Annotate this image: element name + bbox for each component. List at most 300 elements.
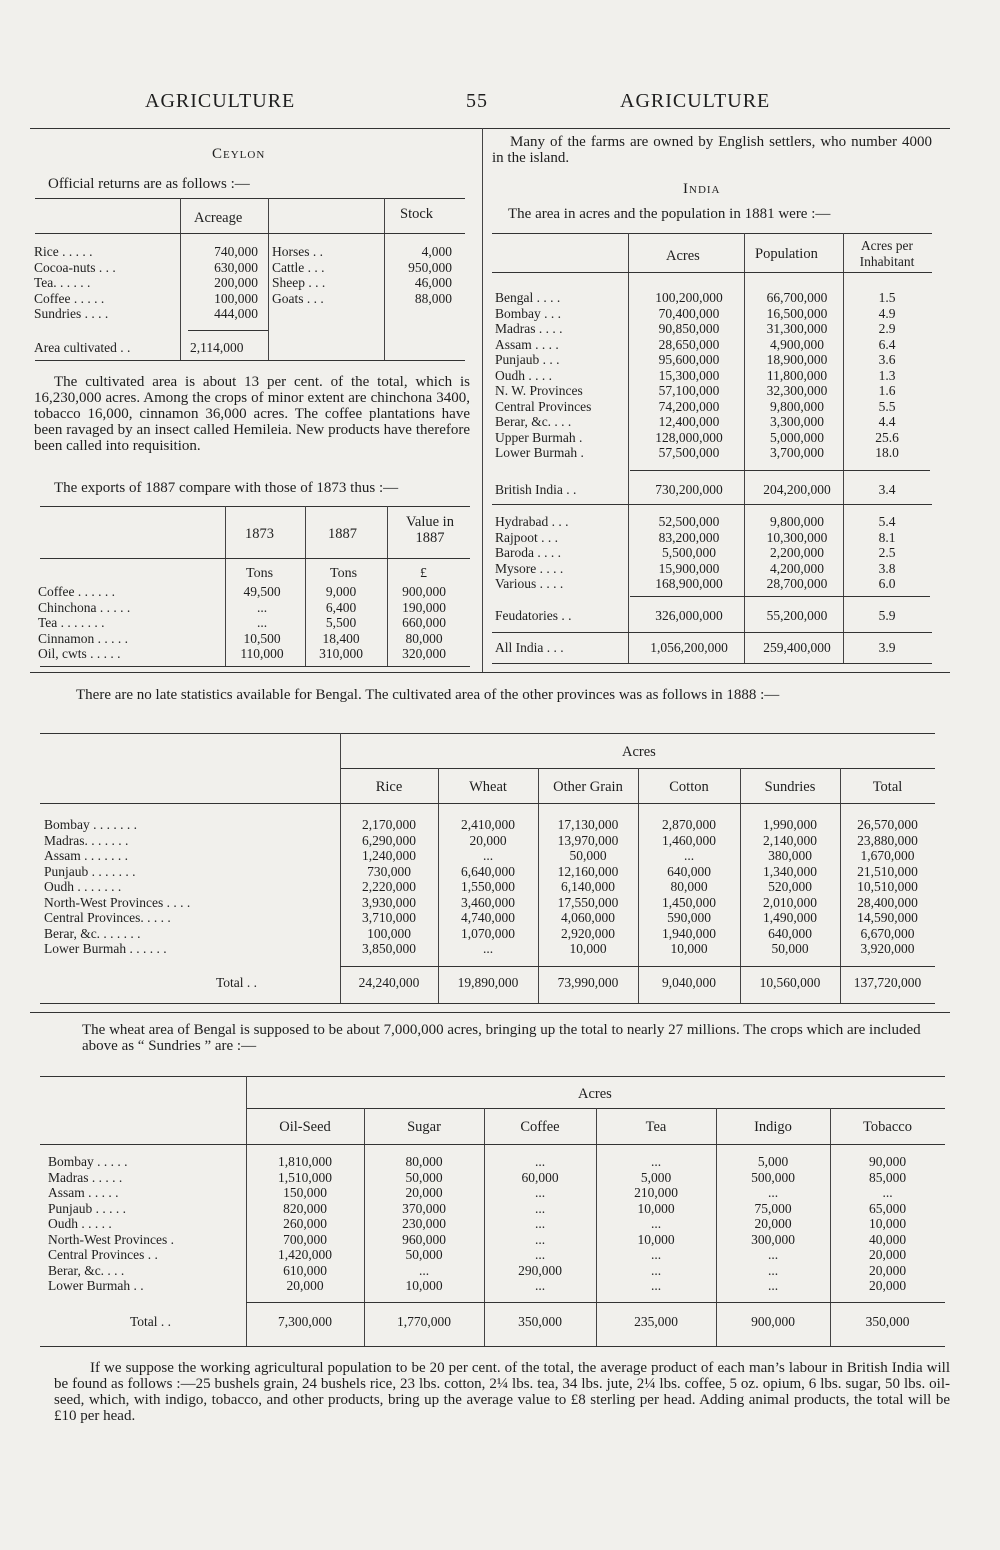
cultivated-value: 50,000 [569, 848, 607, 863]
cultivated-value: 28,400,000 [857, 894, 918, 910]
cultivated-header-rule [40, 803, 935, 804]
province-population: 204,200,000 [763, 482, 831, 497]
crop-acreage: 200,000 [214, 275, 258, 290]
export-value: 900,000 [402, 584, 446, 599]
cultivated-table [44, 817, 935, 957]
sundries-row [48, 1278, 945, 1294]
sundries-table [48, 1154, 945, 1294]
export-1873: 49,500 [243, 584, 281, 599]
section-rule-2 [30, 1012, 950, 1013]
province-population: 10,300,000 [766, 529, 828, 545]
sundries-value: ... [650, 1216, 662, 1231]
province-acres-per-inhabitant: 6.0 [878, 576, 896, 591]
province-acres: 90,850,000 [658, 321, 720, 336]
cultivated-total-value: 9,040,000 [662, 975, 716, 990]
india-header-rule [492, 272, 932, 273]
india-heading: India [683, 181, 721, 197]
exports-row [38, 646, 466, 662]
province-acres: 70,400,000 [658, 305, 720, 321]
sundries-value: ... [767, 1262, 779, 1278]
ceylon-col-stock: Stock [400, 206, 434, 222]
cultivated-value: 12,160,000 [557, 863, 619, 879]
province-population: 31,300,000 [766, 321, 828, 336]
province-name: Oudh . . . . [495, 367, 552, 383]
cultivated-total-value: 10,560,000 [759, 975, 821, 990]
sundries-value: 700,000 [283, 1231, 327, 1247]
cultivated-value: 1,490,000 [763, 910, 817, 925]
cultivated-value: 10,000 [670, 941, 708, 956]
india-row [495, 414, 927, 430]
india-row [495, 608, 927, 624]
ceylon-stock-table [272, 244, 452, 306]
province-name: Lower Burmah . [495, 445, 584, 460]
sundries-value: 1,420,000 [278, 1247, 332, 1262]
stock-name: Sheep . . . [272, 275, 326, 290]
cultivated-sum-rule [340, 966, 935, 967]
province-population: 28,700,000 [766, 576, 828, 591]
cultivated-value: 4,060,000 [561, 910, 615, 925]
ceylon-crops-table [34, 244, 264, 322]
sundries-value: 20,000 [868, 1278, 907, 1293]
sundries-value: 80,000 [405, 1154, 443, 1169]
cultivated-total-value: 137,720,000 [853, 975, 922, 990]
cultivated-row [44, 895, 935, 911]
sundries-value: 20,000 [286, 1278, 324, 1293]
sundries-value: 10,000 [405, 1278, 443, 1293]
sundries-value: ... [534, 1200, 546, 1216]
crop-name: Coffee . . . . . [34, 290, 105, 306]
stock-count: 950,000 [408, 259, 452, 275]
cultivated-province: Madras. . . . . . . [44, 832, 129, 848]
sundries-value: 5,000 [640, 1169, 672, 1185]
sundries-value: ... [534, 1231, 546, 1247]
sundries-value: 90,000 [868, 1154, 907, 1169]
province-population: 9,800,000 [770, 514, 824, 529]
ceylon-crop-row [34, 306, 264, 322]
cultivated-value: 1,940,000 [662, 925, 716, 941]
export-name: Tea . . . . . . . [38, 615, 105, 630]
cultivated-value: 2,220,000 [362, 879, 416, 894]
cultivated-row [44, 910, 935, 926]
british-india-row [495, 482, 927, 498]
cultivated-value: 21,510,000 [857, 863, 918, 879]
crop-acreage: 630,000 [214, 259, 258, 275]
sundries-value: ... [650, 1247, 662, 1262]
province-acres: 95,600,000 [658, 352, 720, 367]
cultivated-col-header: Sundries [764, 779, 816, 795]
cultivated-value: 6,290,000 [362, 832, 416, 848]
sundries-total [48, 1314, 945, 1330]
province-name: Hydrabad . . . [495, 514, 569, 529]
export-1887: 6,400 [325, 599, 357, 615]
cultivated-acres-label: Acres [622, 744, 656, 760]
province-acres: 326,000,000 [655, 608, 723, 623]
province-acres-per-inhabitant: 6.4 [878, 336, 896, 352]
crop-name: Rice . . . . . [34, 244, 93, 259]
sundries-row [48, 1154, 945, 1170]
sundries-row [48, 1216, 945, 1232]
cultivated-value: 6,640,000 [461, 863, 515, 879]
sundries-province: Punjaub . . . . . [48, 1200, 127, 1216]
province-population: 4,900,000 [770, 336, 824, 352]
cultivated-total-row [44, 975, 935, 991]
cultivated-province: Punjaub . . . . . . . [44, 863, 136, 879]
closing-paragraph: If we suppose the working agricultural population to be 20 per cent. of the total, the average product of each man’s labour in British India will be found as follows :—25 bushels grain, 24 bushels rice, 23 lbs. cotton, 2¼ lbs. tea, 34 lbs. jute, 2¼ lbs. coffee, 5 oz. opium, 6 lbs. sugar, 50 lbs. oil-seed, which, with indigo, tobacco, and other products, bring up the average value to £8 sterling per head. Adding animal products, the total will be £10 per head. [54, 1360, 950, 1424]
india-row [495, 290, 927, 306]
sundries-value: 60,000 [521, 1169, 559, 1185]
province-acres-per-inhabitant: 3.8 [878, 560, 896, 576]
header-rule [30, 128, 950, 129]
ceylon-crop-row [34, 260, 264, 276]
india-pre-total-rule [492, 632, 932, 633]
native-states-table [495, 514, 927, 592]
cultivated-value: 1,450,000 [662, 894, 716, 910]
province-acres-per-inhabitant: 3.9 [878, 640, 896, 655]
ceylon-table-bottom-rule [35, 360, 465, 361]
province-acres-per-inhabitant: 5.9 [878, 608, 896, 623]
cultivated-value: 2,870,000 [662, 817, 716, 832]
cultivated-total-label: Total . . [216, 975, 258, 990]
cultivated-value: 2,920,000 [561, 925, 615, 941]
sundries-value: ... [650, 1154, 662, 1169]
province-acres-per-inhabitant: 5.5 [878, 398, 896, 414]
india-mid-rule [492, 504, 932, 505]
sundries-header-row [246, 1120, 945, 1136]
cultivated-value: 2,140,000 [763, 832, 817, 848]
sundries-value: 5,000 [757, 1154, 789, 1169]
cultivated-value: 1,340,000 [763, 863, 817, 879]
province-population: 11,800,000 [766, 367, 828, 383]
province-acres: 83,200,000 [658, 529, 720, 545]
india-row [495, 514, 927, 530]
stock-name: Horses . . [272, 244, 323, 259]
sundries-bottom-rule [40, 1346, 945, 1347]
running-head-left: AGRICULTURE [145, 90, 296, 112]
cultivated-province: Central Provinces. . . . . [44, 910, 171, 925]
sundries-total-value: 7,300,000 [278, 1314, 332, 1329]
exports-bottom-rule [40, 666, 470, 667]
page-number: 55 [466, 90, 488, 112]
cultivated-row [44, 848, 935, 864]
ceylon-crop-row [34, 291, 264, 307]
cultivated-total [44, 975, 935, 991]
export-name: Cinnamon . . . . . [38, 630, 128, 646]
india-row [495, 368, 927, 384]
exports-col-value: Value in 1887 [406, 514, 454, 546]
cultivated-value: 520,000 [768, 879, 812, 894]
province-name: Various . . . . [495, 576, 564, 591]
cultivated-value: 1,460,000 [662, 832, 716, 848]
exports-row [38, 615, 466, 631]
sundries-sum-rule [246, 1302, 945, 1303]
area-cultivated-value: 2,114,000 [190, 340, 244, 355]
sundries-value: 1,810,000 [278, 1154, 332, 1169]
exports-col-1873: 1873 [245, 526, 274, 542]
province-acres-per-inhabitant: 25.6 [875, 429, 899, 445]
cultivated-value: ... [482, 941, 494, 956]
sundries-value: 10,000 [868, 1216, 907, 1231]
cultivated-value: 6,140,000 [561, 879, 615, 894]
cultivated-value: 3,710,000 [362, 910, 416, 925]
india-row [495, 576, 927, 592]
cultivated-col-header: Cotton [669, 779, 709, 795]
india-row [495, 430, 927, 446]
cultivated-value: 6,670,000 [860, 925, 915, 941]
india-subtotal-rule-1 [630, 470, 930, 471]
sundries-value: 10,000 [637, 1200, 675, 1216]
sundries-value: ... [534, 1185, 546, 1200]
sundries-value: 290,000 [518, 1262, 562, 1278]
province-acres: 57,500,000 [658, 445, 720, 460]
export-value: 190,000 [402, 599, 446, 615]
ceylon-crop-row [34, 244, 264, 260]
province-name: Upper Burmah . [495, 429, 583, 445]
ceylon-stock-row [272, 275, 452, 291]
sundries-value: 40,000 [868, 1231, 907, 1247]
india-subtotal-rule-2 [630, 596, 930, 597]
province-acres-per-inhabitant: 1.3 [878, 367, 896, 383]
cultivated-value: 17,550,000 [557, 894, 619, 910]
cultivated-col-header: Wheat [469, 779, 507, 795]
sundries-province: Central Provinces . . [48, 1247, 158, 1262]
province-population: 259,400,000 [763, 640, 831, 655]
ceylon-stock-row [272, 291, 452, 307]
ceylon-crop-row [34, 275, 264, 291]
sundries-value: 230,000 [402, 1216, 446, 1231]
cultivated-value: 80,000 [670, 879, 708, 894]
export-name: Chinchona . . . . . [38, 599, 131, 615]
area-cultivated-label: Area cultivated . . [34, 340, 131, 355]
exports-top-rule [40, 506, 470, 507]
export-value: 320,000 [402, 646, 446, 661]
sundries-value: 50,000 [405, 1247, 443, 1262]
india-bottom-rule [492, 663, 932, 664]
sundries-value: ... [534, 1216, 546, 1231]
crop-name: Cocoa-nuts . . . [34, 259, 116, 275]
exports-unit-1873: Tons [246, 566, 274, 581]
province-population: 4,200,000 [770, 560, 824, 576]
cultivated-value: 590,000 [667, 910, 711, 925]
exports-header-rule [40, 558, 470, 559]
province-population: 3,700,000 [770, 445, 824, 460]
export-1887: 310,000 [319, 646, 363, 661]
ceylon-heading: Ceylon [212, 146, 266, 162]
ceylon-sum-rule [188, 330, 268, 331]
cultivated-value: ... [482, 848, 494, 863]
province-name: Bombay . . . [495, 305, 561, 321]
stock-name: Goats . . . [272, 290, 324, 306]
province-name: Bengal . . . . [495, 290, 561, 305]
province-population: 16,500,000 [766, 305, 828, 321]
sundries-acres-label: Acres [578, 1086, 612, 1102]
cultivated-top-rule [40, 733, 935, 734]
province-acres-per-inhabitant: 3.6 [878, 352, 896, 367]
section-rule [30, 672, 950, 673]
india-col-acres: Acres [666, 248, 700, 264]
sundries-province: Bombay . . . . . [48, 1154, 128, 1169]
sundries-header-rule [40, 1144, 945, 1145]
cultivated-col-header: Rice [375, 779, 403, 795]
sundries-value: 260,000 [283, 1216, 327, 1231]
sundries-value: ... [767, 1278, 779, 1293]
province-acres: 74,200,000 [658, 398, 720, 414]
crop-acreage: 100,000 [214, 290, 258, 306]
province-population: 66,700,000 [766, 290, 828, 305]
ceylon-col-acreage: Acreage [194, 210, 243, 226]
cultivated-value: 3,920,000 [860, 941, 915, 956]
province-acres: 730,200,000 [655, 482, 723, 497]
province-name: All India . . . [495, 640, 564, 655]
ceylon-vrule-2 [268, 198, 269, 360]
sundries-value: ... [650, 1262, 662, 1278]
province-population: 9,800,000 [770, 398, 824, 414]
cultivated-value: 17,130,000 [557, 817, 619, 832]
sundries-value: ... [650, 1278, 662, 1293]
cultivated-total-value: 19,890,000 [457, 975, 519, 990]
exports-table [38, 584, 466, 662]
province-name: Assam . . . . [495, 336, 559, 352]
sundries-header [246, 1120, 945, 1136]
exports-unit-1887: Tons [330, 566, 358, 581]
sundries-top-rule [40, 1076, 945, 1077]
cultivated-bottom-rule [40, 1003, 935, 1004]
cultivated-value: 1,670,000 [860, 848, 915, 863]
cultivated-value: 20,000 [469, 832, 507, 848]
sundries-col-header: Tobacco [863, 1119, 912, 1135]
sundries-total-value: 350,000 [865, 1314, 910, 1329]
export-1887: 9,000 [325, 584, 357, 599]
export-1873: ... [256, 615, 268, 630]
province-acres: 57,100,000 [658, 383, 720, 398]
cultivated-value: 3,460,000 [461, 894, 515, 910]
sundries-total-value: 235,000 [634, 1314, 678, 1329]
province-acres-per-inhabitant: 5.4 [878, 514, 896, 529]
settlers-paragraph: Many of the farms are owned by English settlers, who number 4000 in the island. [492, 134, 932, 166]
india-row [495, 530, 927, 546]
india-col-per-inhabitant: Acres per Inhabitant [859, 238, 915, 269]
sundries-value: 1,510,000 [278, 1169, 332, 1185]
cultivated-value: 100,000 [367, 925, 411, 941]
cultivated-value: 4,740,000 [461, 910, 515, 925]
cultivated-value: 640,000 [667, 863, 711, 879]
sundries-row [48, 1201, 945, 1217]
province-acres-per-inhabitant: 1.5 [878, 290, 896, 305]
india-row [495, 482, 927, 498]
cultivated-header [340, 780, 935, 796]
province-acres-per-inhabitant: 1.6 [878, 383, 896, 398]
province-name: Baroda . . . . [495, 545, 561, 560]
cultivated-col-header: Total [872, 779, 903, 795]
column-divider [482, 128, 483, 672]
sundries-total-value: 900,000 [751, 1314, 795, 1329]
cultivated-row [44, 864, 935, 880]
cultivated-value: 13,970,000 [557, 832, 619, 848]
province-name: Central Provinces [495, 398, 592, 414]
sundries-province: North-West Provinces . [48, 1231, 175, 1247]
wheat-note: The wheat area of Bengal is supposed to be about 7,000,000 acres, bringing up the total to nearly 27 millions. The crops which are included above as “ Sundries ” are :— [82, 1022, 921, 1054]
cultivated-total-value: 24,240,000 [358, 975, 420, 990]
cultivated-value: 14,590,000 [857, 910, 918, 925]
province-acres: 5,500,000 [662, 545, 716, 560]
crop-name: Sundries . . . . [34, 306, 109, 321]
cultivated-value: 1,240,000 [362, 848, 416, 863]
cultivated-value: ... [683, 848, 695, 863]
sundries-value: ... [534, 1278, 546, 1293]
india-col-population: Population [755, 246, 818, 262]
india-row [495, 337, 927, 353]
province-acres-per-inhabitant: 2.5 [878, 545, 896, 560]
sundries-value: 300,000 [751, 1231, 795, 1247]
province-population: 2,200,000 [770, 545, 824, 560]
cultivated-value: 23,880,000 [857, 832, 918, 848]
sundries-col-header: Indigo [754, 1119, 792, 1135]
stock-count: 46,000 [414, 275, 452, 290]
running-head-right: AGRICULTURE [620, 90, 771, 112]
feudatories-row [495, 608, 927, 624]
export-1873: 10,500 [243, 630, 281, 646]
export-1887: 18,400 [322, 630, 360, 646]
cultivated-value: 1,990,000 [763, 817, 817, 832]
province-name: Berar, &c. . . . [495, 414, 572, 429]
stock-name: Cattle . . . [272, 259, 325, 275]
province-name: Punjaub . . . [495, 352, 560, 367]
sundries-value: 20,000 [868, 1262, 907, 1278]
province-population: 32,300,000 [766, 383, 828, 398]
crop-acreage: 740,000 [214, 244, 258, 259]
sundries-value: 960,000 [402, 1231, 446, 1247]
cultivated-value: 50,000 [771, 941, 809, 956]
province-acres-per-inhabitant: 8.1 [878, 529, 896, 545]
sundries-province: Oudh . . . . . [48, 1216, 112, 1231]
sundries-province: Assam . . . . . [48, 1185, 119, 1200]
export-name: Oil, cwts . . . . . [38, 646, 121, 661]
cultivated-province: Oudh . . . . . . . [44, 879, 122, 894]
exports-row [38, 584, 466, 600]
sundries-row [48, 1185, 945, 1201]
crop-acreage: 444,000 [214, 306, 258, 321]
sundries-value: ... [534, 1247, 546, 1262]
stock-count: 4,000 [421, 244, 452, 259]
sundries-value: 20,000 [754, 1216, 792, 1231]
cultivated-province: North-West Provinces . . . . [44, 894, 191, 910]
exports-row [38, 600, 466, 616]
cultivated-value: 10,510,000 [857, 879, 918, 894]
province-acres-per-inhabitant: 4.4 [878, 414, 896, 429]
cultivated-province: Assam . . . . . . . [44, 848, 128, 863]
sundries-row [48, 1232, 945, 1248]
province-population: 18,900,000 [766, 352, 828, 367]
stock-count: 88,000 [414, 290, 452, 306]
province-acres: 28,650,000 [658, 336, 720, 352]
sundries-col-header: Sugar [407, 1119, 441, 1135]
cultivated-province: Lower Burmah . . . . . . [44, 941, 167, 956]
india-provinces-table [495, 290, 927, 461]
sundries-value: 65,000 [868, 1200, 907, 1216]
province-acres: 100,200,000 [655, 290, 723, 305]
sundries-value: 370,000 [402, 1200, 446, 1216]
cultivated-value: 2,170,000 [362, 817, 416, 832]
sundries-value: 500,000 [751, 1169, 795, 1185]
province-acres: 128,000,000 [655, 429, 723, 445]
sundries-province: Madras . . . . . [48, 1169, 123, 1185]
sundries-value: 610,000 [283, 1262, 327, 1278]
province-acres-per-inhabitant: 4.9 [878, 305, 896, 321]
cultivated-value: 2,010,000 [763, 894, 817, 910]
sundries-value: ... [882, 1185, 893, 1200]
province-name: Madras . . . . [495, 321, 563, 336]
export-1873: ... [256, 599, 268, 615]
export-value: 660,000 [402, 615, 446, 630]
